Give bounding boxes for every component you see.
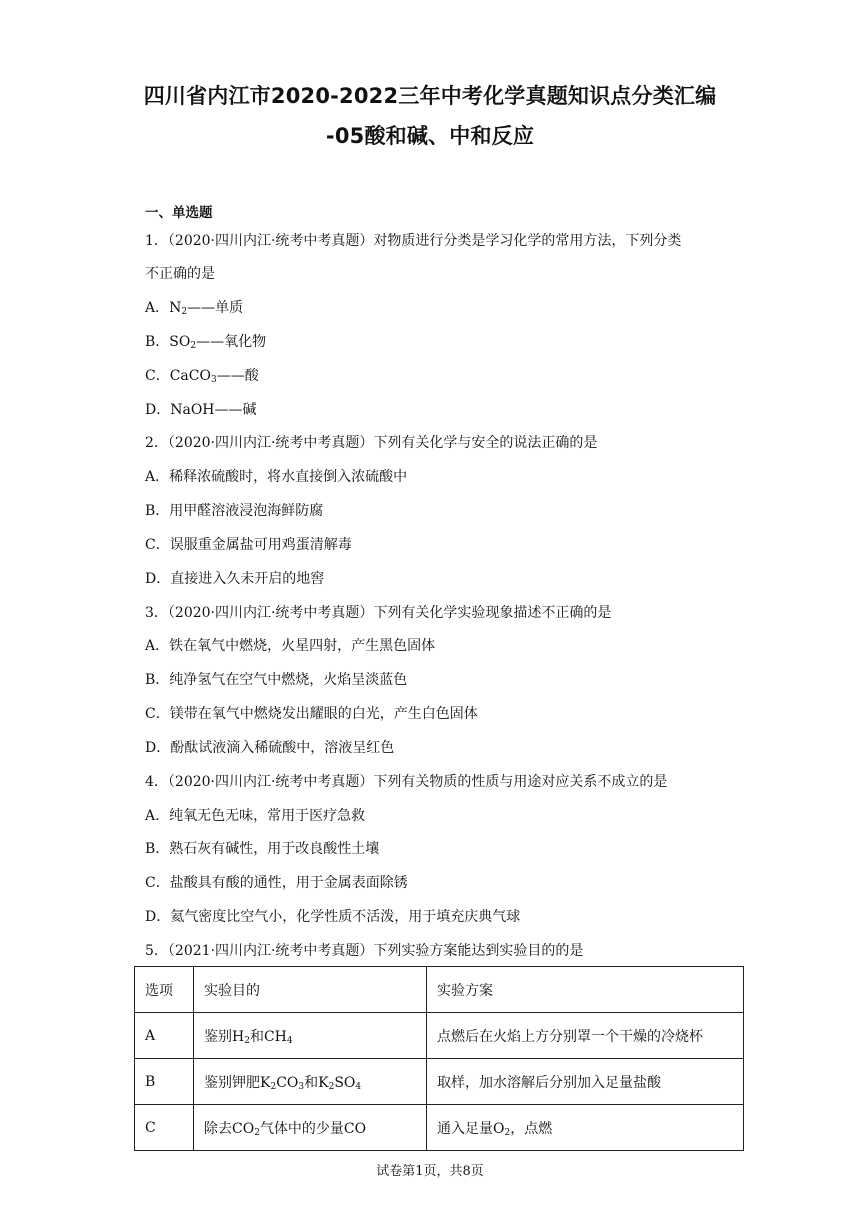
table-header-cell: 选项	[135, 967, 194, 1013]
page-footer: 试卷第1页，共8页	[376, 1164, 484, 1179]
table-header-row	[135, 967, 744, 1013]
table-cell-goal: 鉴别$H_2$和$CH_4$	[194, 1013, 427, 1059]
q2-option-a: A．稀释浓硫酸时，将水直接倒入浓硫酸中	[145, 469, 408, 485]
q1-option-c: C．CaCO$_3$——酸	[145, 368, 259, 385]
table-cell-plan: 点燃后在火焰上方分别罩一个干燥的冷烧杯	[427, 1013, 744, 1059]
table-cell-goal: 鉴别钾肥$K_2CO_3$和$K_2SO_4$	[194, 1059, 427, 1105]
q1-stem-line2: 不正确的是	[145, 266, 215, 282]
table-cell-goal: 除去$CO_2$气体中的少量CO	[194, 1105, 427, 1151]
q2-option-b: B．用甲醛溶液浸泡海鲜防腐	[145, 503, 324, 519]
document-title-line1: 四川省内江市2020-2022三年中考化学真题知识点分类汇编	[143, 84, 717, 108]
table-row	[135, 1059, 744, 1105]
section-heading: 一、单选题	[145, 205, 213, 221]
q1-option-a: A．$N_2——$单质	[145, 300, 244, 317]
table-cell-plan: 通入足量$O_2$，点燃	[427, 1105, 744, 1151]
q4-option-a: A．纯氧无色无味，常用于医疗急救	[145, 808, 366, 824]
q3-option-c: C．镁带在氧气中燃烧发出耀眼的白光，产生白色固体	[145, 706, 478, 722]
q3-option-b: B．纯净氢气在空气中燃烧，火焰呈淡蓝色	[145, 672, 408, 688]
table-cell-option: B	[135, 1059, 194, 1105]
q2-option-c: C．误服重金属盐可用鸡蛋清解毒	[145, 537, 352, 553]
table-cell-option: C	[135, 1105, 194, 1151]
q4-option-c: C．盐酸具有酸的通性，用于金属表面除锈	[145, 875, 408, 891]
q4-stem: 4．（2020·四川内江·统考中考真题）下列有关物质的性质与用途对应关系不成立的是	[145, 774, 668, 790]
q1-stem-line1: 1．（2020·四川内江·统考中考真题）对物质进行分类是学习化学的常用方法，下列分类	[145, 233, 682, 249]
q3-option-a: A．铁在氧气中燃烧，火星四射，产生黑色固体	[145, 638, 436, 654]
q4-option-b: B．熟石灰有碱性，用于改良酸性土壤	[145, 841, 380, 857]
table-header-cell: 实验目的	[194, 967, 427, 1013]
q3-option-d: D．酚酞试液滴入稀硫酸中，溶液呈红色	[145, 740, 395, 756]
table-header-cell: 实验方案	[427, 967, 744, 1013]
q1-option-d: D．NaOH——碱	[145, 402, 257, 418]
table-row	[135, 1105, 744, 1151]
table-cell-plan: 取样，加水溶解后分别加入足量盐酸	[427, 1059, 744, 1105]
table-row	[135, 1013, 744, 1059]
q4-option-d: D．氦气密度比空气小，化学性质不活泼，用于填充庆典气球	[145, 909, 521, 925]
q3-stem: 3．（2020·四川内江·统考中考真题）下列有关化学实验现象描述不正确的是	[145, 605, 612, 621]
document-title-line2: -05酸和碱、中和反应	[325, 124, 535, 148]
q5-options-table	[134, 966, 744, 1151]
table-cell-option: A	[135, 1013, 194, 1059]
q1-option-b: B．$SO_2——$氧化物	[145, 334, 267, 351]
q5-stem: 5．（2021·四川内江·统考中考真题）下列实验方案能达到实验目的的是	[145, 943, 584, 959]
q2-option-d: D．直接进入久未开启的地窖	[145, 571, 325, 587]
q2-stem: 2．（2020·四川内江·统考中考真题）下列有关化学与安全的说法正确的是	[145, 435, 598, 451]
